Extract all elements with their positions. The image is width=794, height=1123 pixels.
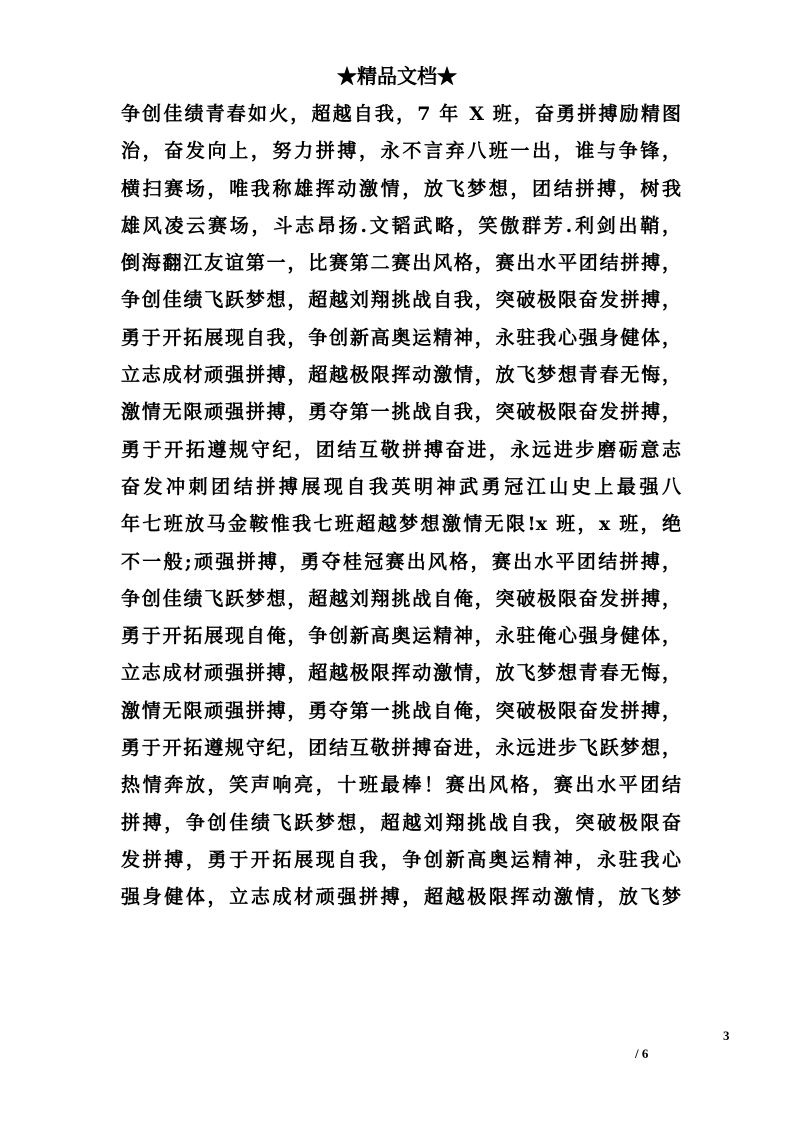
text-line: 勇于开拓遵规守纪，团结互敬拼搏奋进，永远进步飞跃梦想，: [121, 737, 681, 760]
text-line: 奋发冲刺团结拼搏展现自我英明神武勇冠江山史上最强八: [121, 475, 681, 498]
text-line: 争创佳绩飞跃梦想，超越刘翔挑战自俺，突破极限奋发拼搏，: [121, 587, 681, 610]
text-line: 勇于开拓遵规守纪，团结互敬拼搏奋进，永远进步磨砺意志: [121, 438, 681, 461]
text-line: 立志成材顽强拼搏，超越极限挥动激情，放飞梦想青春无悔，: [121, 364, 681, 387]
text-line: 勇于开拓展现自俺，争创新高奥运精神，永驻俺心强身健体，: [121, 625, 681, 648]
page-number: 3: [723, 1028, 730, 1043]
text-line: 立志成材顽强拼搏，超越极限挥动激情，放飞梦想青春无悔，: [121, 662, 681, 685]
text-line: 不一般;顽强拼搏，勇夺桂冠赛出风格，赛出水平团结拼搏，: [121, 550, 681, 573]
text-line: 激情无限顽强拼搏，勇夺第一挑战自俺，突破极限奋发拼搏，: [121, 699, 681, 722]
text-line: 争创佳绩青春如火，超越自我，7 年 X 班，奋勇拼搏励精图: [121, 103, 681, 125]
text-line: 倒海翻江友谊第一，比赛第二赛出风格，赛出水平团结拼搏，: [121, 252, 681, 275]
body-text: [121, 96, 681, 917]
page-total: / 6: [635, 1046, 649, 1061]
page-header-title: ★精品文档★: [337, 64, 457, 88]
text-line: 雄风凌云赛场，斗志昂扬.文韬武略，笑傲群芳.利剑出鞘，: [121, 214, 681, 237]
text-line: 发拼搏，勇于开拓展现自我，争创新高奥运精神，永驻我心: [121, 848, 681, 871]
text-line: 勇于开拓展现自我，争创新高奥运精神，永驻我心强身健体，: [121, 326, 681, 349]
text-line: 治，奋发向上，努力拼搏，永不言弃八班一出，谁与争锋，: [121, 140, 681, 163]
text-line: 横扫赛场，唯我称雄挥动激情，放飞梦想，团结拼搏，树我: [121, 177, 681, 200]
text-line: 激情无限顽强拼搏，勇夺第一挑战自我，突破极限奋发拼搏，: [121, 401, 681, 424]
text-line: 年七班放马金鞍惟我七班超越梦想激情无限!x 班，x 班，绝: [121, 513, 681, 536]
text-line: 热情奔放，笑声响亮，十班最棒！赛出风格，赛出水平团结: [121, 774, 681, 797]
text-line: 争创佳绩飞跃梦想，超越刘翔挑战自我，突破极限奋发拼搏，: [121, 289, 681, 312]
text-line: 强身健体，立志成材顽强拼搏，超越极限挥动激情，放飞梦: [121, 886, 681, 909]
text-line: 拼搏，争创佳绩飞跃梦想，超越刘翔挑战自我，突破极限奋: [121, 811, 681, 834]
